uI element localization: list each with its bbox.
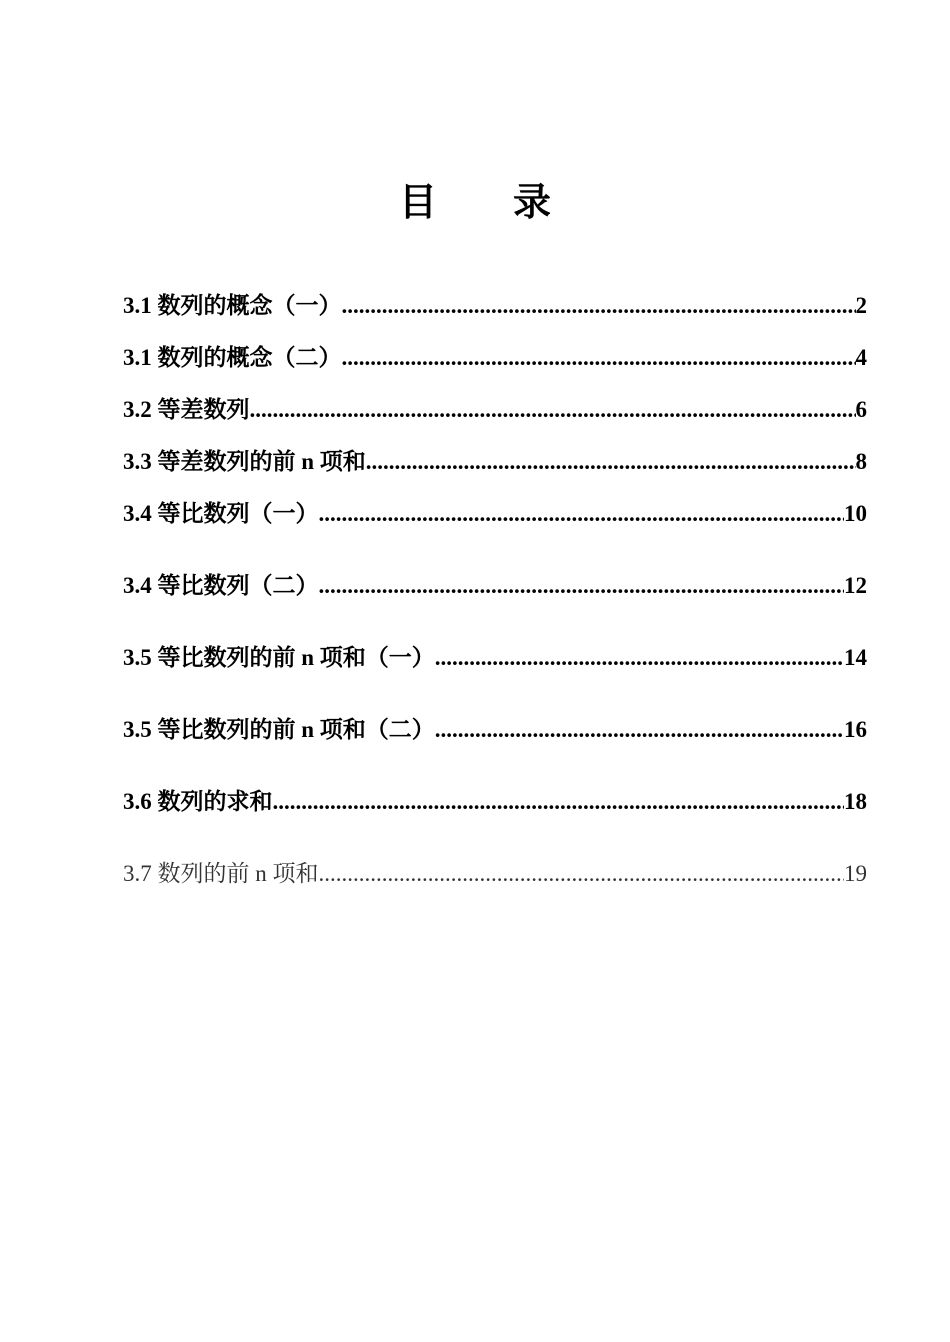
toc-dot-leader [319,857,845,891]
toc-entry-label: 3.2 等差数列 [123,397,250,422]
toc-dot-leader [366,445,856,479]
toc-entry-3-4-b[interactable] [123,569,867,603]
toc-entry-3-1-b[interactable] [123,341,867,375]
toc-entry-page-number: 19 [844,861,867,886]
toc-entry-3-4-a[interactable] [123,497,867,531]
toc-entry-label: 3.3 等差数列的前 n 项和 [123,449,366,474]
toc-entry-label: 3.4 等比数列（一） [123,501,319,526]
toc-dot-leader [342,289,856,323]
toc-entry-page-number: 2 [855,293,867,318]
toc-entry-page-number: 16 [844,717,867,742]
toc-entry-label: 3.1 数列的概念（二） [123,345,342,370]
toc-entry-label: 3.5 等比数列的前 n 项和（一） [123,645,435,670]
toc-entry-3-5-b[interactable] [123,713,867,747]
toc-dot-leader [342,341,856,375]
toc-dot-leader [273,785,845,819]
toc-entry-page-number: 12 [844,573,867,598]
toc-entry-page-number: 14 [844,645,867,670]
toc-entry-label: 3.6 数列的求和 [123,789,273,814]
toc-entry-3-7[interactable] [123,857,867,891]
toc-entry-page-number: 4 [855,345,867,370]
toc-dot-leader [250,393,856,427]
toc-entry-label: 3.1 数列的概念（一） [123,293,342,318]
toc-dot-leader [435,713,844,747]
toc-dot-leader [435,641,844,675]
toc-entry-page-number: 8 [855,449,867,474]
toc-entry-3-5-a[interactable] [123,641,867,675]
toc-entry-3-3[interactable] [123,445,867,479]
toc-entry-label: 3.5 等比数列的前 n 项和（二） [123,717,435,742]
toc-entry-3-6[interactable] [123,785,867,819]
page-title: 目 录 [398,182,551,224]
toc-dot-leader [319,497,845,531]
toc-entry-3-1-a[interactable] [123,289,867,323]
toc-entry-page-number: 6 [855,397,867,422]
toc-dot-leader [319,569,845,603]
toc-entry-page-number: 10 [844,501,867,526]
toc-entry-label: 3.4 等比数列（二） [123,573,319,598]
toc-entry-3-2[interactable] [123,393,867,427]
toc-entry-page-number: 18 [844,789,867,814]
toc-entry-label: 3.7 数列的前 n 项和 [123,861,319,886]
